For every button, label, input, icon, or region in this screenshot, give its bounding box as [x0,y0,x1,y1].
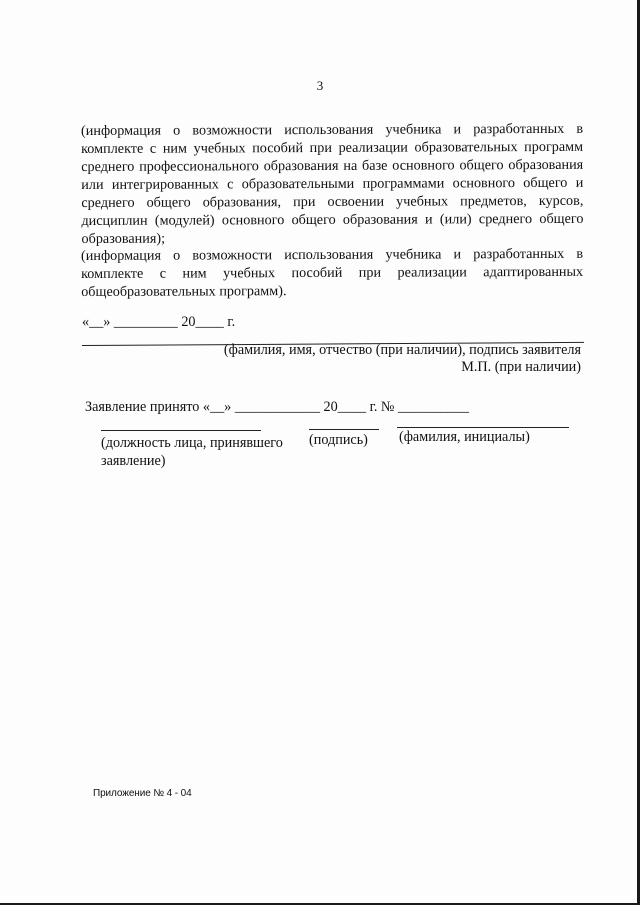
paragraph-info-adapted: (информация о возможности использования учебника и разработанных в комплекте с ним учебных пособий при реализации адаптированных общеобразовательных программ). [81,245,584,300]
accepted-line: Заявление принято «__» ____________ 20____ г. № __________ [85,399,469,415]
position-caption: (должность лица, принявшего заявление) [101,435,283,469]
date-line: «__» _________ 20____ г. [82,314,236,330]
signature-caption: (фамилия, имя, отчество (при наличии), подпись заявителя [223,342,581,358]
stamp-caption: М.П. (при наличии) [461,359,581,375]
initials-caption: (фамилия, инициалы) [399,429,530,445]
acceptor-signature-rule [309,429,379,430]
position-rule [101,430,261,431]
page-number: 3 [316,78,324,93]
acceptor-signature-caption: (подпись) [309,432,368,448]
paragraph-info-spo: (информация о возможности использования учебника и разработанных в комплекте с ним учебных пособий при реализации образовательных программ среднего профессионального образования на базе основного общего образования или интегрированных с образовательными программами основного общего и среднего общего образования, при освоении учебных предметов, курсов, дисциплин (модулей) основного общего образования и (или) среднего общего образования); [81,120,584,247]
appendix-footer: Приложение № 4 - 04 [93,788,192,799]
